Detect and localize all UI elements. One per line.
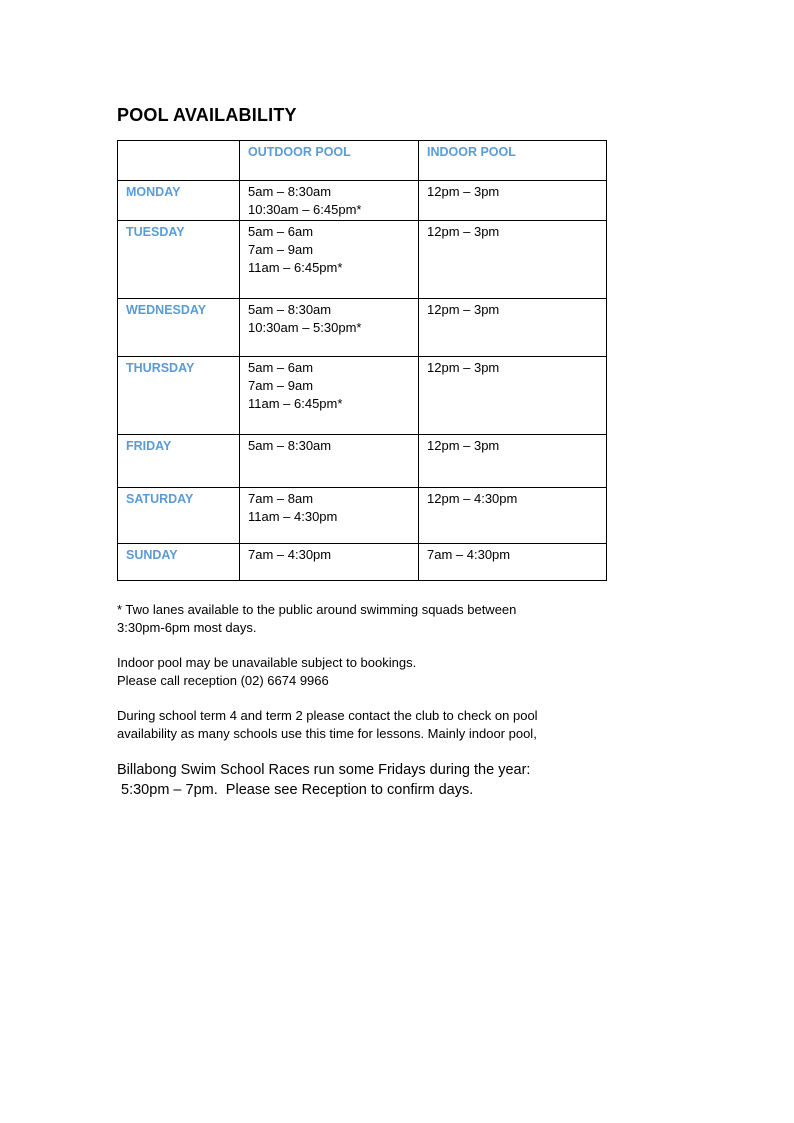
indoor-times [419, 181, 607, 221]
note-line: Billabong Swim School Races run some Fridays during the year: [117, 762, 531, 778]
indoor-times [419, 488, 607, 544]
indoor-times [419, 357, 607, 435]
outdoor-times [240, 221, 419, 299]
time-range: 12pm – 4:30pm [427, 491, 518, 506]
time-range: 7am – 8am [248, 491, 314, 506]
day-label: MONDAY [118, 181, 240, 221]
time-range: 5am – 8:30am [248, 438, 332, 453]
time-range: 7am – 4:30pm [427, 547, 511, 562]
table-row [118, 221, 607, 299]
day-label: FRIDAY [118, 435, 240, 488]
header-indoor-pool: INDOOR POOL [419, 141, 607, 181]
day-label: THURSDAY [118, 357, 240, 435]
day-label: SUNDAY [118, 544, 240, 581]
table-header-row [118, 141, 607, 181]
outdoor-times [240, 181, 419, 221]
note-line: During school term 4 and term 2 please contact the club to check on pool [117, 708, 538, 723]
time-range: 5am – 8:30am [248, 184, 332, 199]
note-line: Indoor pool may be unavailable subject to bookings. [117, 655, 417, 670]
table-row [118, 544, 607, 581]
races-note [117, 760, 637, 800]
page-title: POOL AVAILABILITY [117, 105, 297, 125]
outdoor-times [240, 299, 419, 357]
note-line: availability as many schools use this time for lessons. Mainly indoor pool, [117, 726, 537, 741]
time-range: 11am – 6:45pm* [248, 396, 343, 411]
outdoor-times [240, 488, 419, 544]
outdoor-times [240, 435, 419, 488]
indoor-times [419, 221, 607, 299]
note-line: Please call reception (02) 6674 9966 [117, 673, 329, 688]
indoor-note [117, 654, 577, 690]
indoor-times [419, 435, 607, 488]
header-empty-cell [118, 141, 240, 181]
time-range: 7am – 4:30pm [248, 547, 332, 562]
table-row [118, 488, 607, 544]
note-line: * Two lanes available to the public around swimming squads between [117, 602, 517, 617]
day-label: TUESDAY [118, 221, 240, 299]
table-row [118, 357, 607, 435]
time-range: 7am – 9am [248, 242, 314, 257]
document-page [117, 104, 637, 817]
school-term-note [117, 707, 577, 743]
note-line: 5:30pm – 7pm. Please see Reception to confirm days. [117, 782, 474, 798]
outdoor-times [240, 544, 419, 581]
indoor-times [419, 299, 607, 357]
time-range: 10:30am – 5:30pm* [248, 320, 362, 335]
time-range: 12pm – 3pm [427, 360, 500, 375]
header-outdoor-pool: OUTDOOR POOL [240, 141, 419, 181]
notes-section [117, 601, 577, 800]
day-label: WEDNESDAY [118, 299, 240, 357]
indoor-times [419, 544, 607, 581]
table-row [118, 435, 607, 488]
time-range: 12pm – 3pm [427, 302, 500, 317]
time-range: 10:30am – 6:45pm* [248, 202, 362, 217]
time-range: 7am – 9am [248, 378, 314, 393]
time-range: 5am – 6am [248, 224, 314, 239]
table-row [118, 299, 607, 357]
note-line: 3:30pm-6pm most days. [117, 620, 257, 635]
squads-note [117, 601, 577, 637]
pool-availability-table [117, 140, 607, 581]
day-label: SATURDAY [118, 488, 240, 544]
time-range: 11am – 6:45pm* [248, 260, 343, 275]
time-range: 12pm – 3pm [427, 438, 500, 453]
time-range: 11am – 4:30pm [248, 509, 338, 524]
time-range: 5am – 6am [248, 360, 314, 375]
time-range: 12pm – 3pm [427, 224, 500, 239]
time-range: 5am – 8:30am [248, 302, 332, 317]
outdoor-times [240, 357, 419, 435]
table-row [118, 181, 607, 221]
time-range: 12pm – 3pm [427, 184, 500, 199]
